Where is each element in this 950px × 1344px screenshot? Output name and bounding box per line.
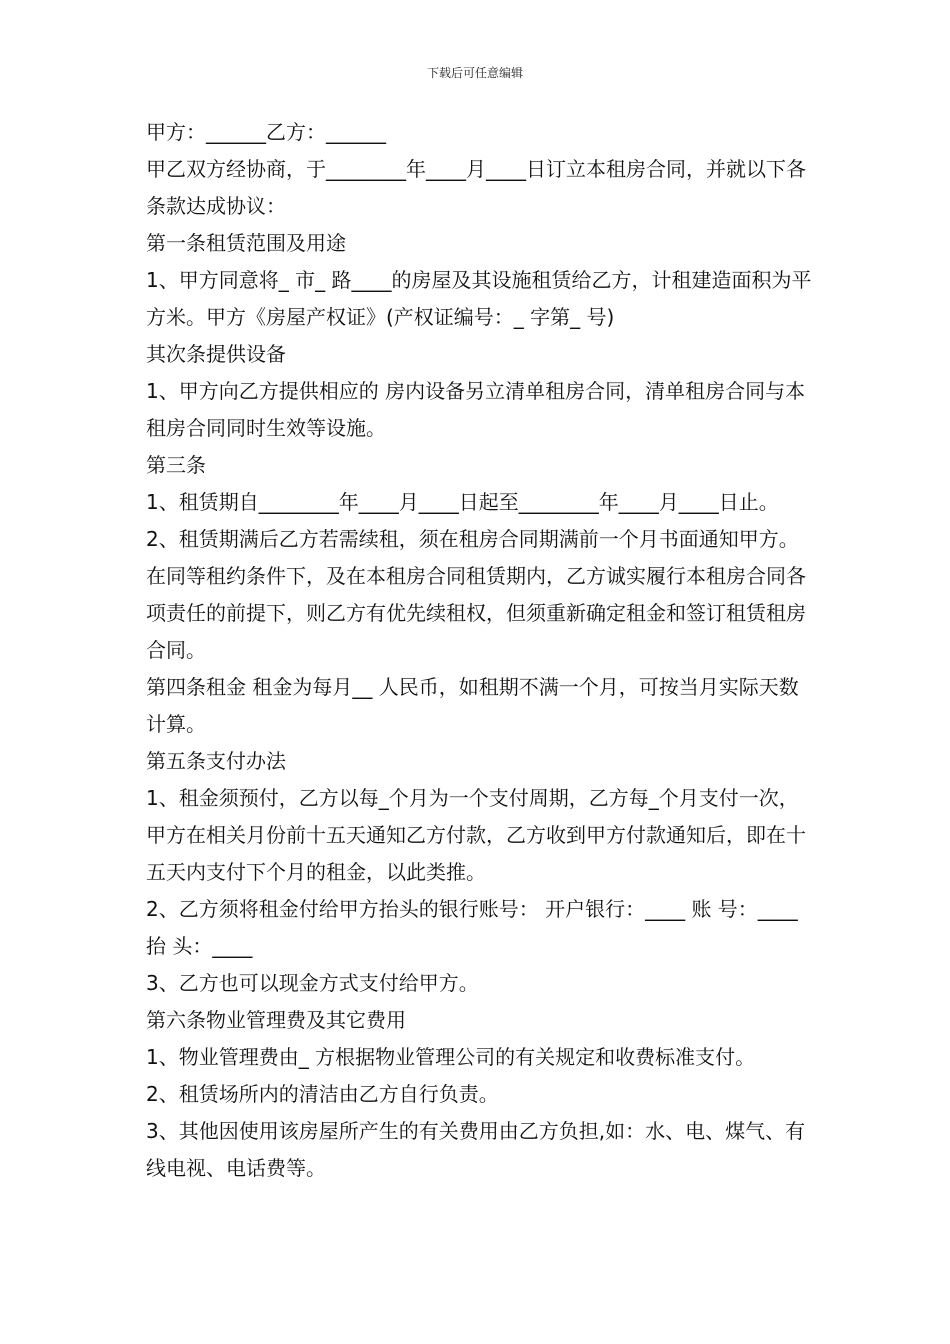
article-5-clause-2: 2、乙方须将租金付给甲方抬头的银行账号： 开户银行：____ 账 号：____ 抬 头：____ [146, 897, 798, 958]
article-2-clause-1: 1、甲方向乙方提供相应的 房内设备另立清单租房合同，清单租房合同与本租房合同同时生效等设施。 [146, 379, 806, 440]
article-5-heading: 第五条支付办法 [146, 749, 286, 773]
article-6-heading: 第六条物业管理费及其它费用 [146, 1008, 406, 1032]
article-6-clause-3: 3、其他因使用该房屋所产生的有关费用由乙方负担,如：水、电、煤气、有线电视、电话费等。 [146, 1119, 806, 1180]
article-5-clause-1: 1、租金须预付，乙方以每_个月为一个支付周期，乙方每_个月支付一次，甲方在相关月份前十五天通知乙方付款，乙方收到甲方付款通知后，即在十五天内支付下个月的租金，以此类推。 [146, 786, 806, 884]
article-5-clause-3: 3、乙方也可以现金方式支付给甲方。 [146, 971, 479, 995]
article-3-clause-1: 1、租赁期自________年____月____日起至________年____月____日止。 [146, 490, 779, 514]
agreement-intro: 甲乙双方经协商，于________年____月____日订立本租房合同，并就以下各条款达成协议： [146, 157, 806, 218]
article-3-clause-2: 2、租赁期满后乙方若需续租，须在租房合同期满前一个月书面通知甲方。在同等租约条件下，及在本租房合同租赁期内，乙方诚实履行本租房合同各项责任的前提下，则乙方有优先续租权，但须重新确定租金和签订租赁租房合同。 [146, 527, 806, 662]
article-2-heading: 其次条提供设备 [146, 342, 286, 366]
parties-line: 甲方：______乙方：______ [146, 120, 386, 144]
article-6-clause-1: 1、物业管理费由_ 方根据物业管理公司的有关规定和收费标准支付。 [146, 1045, 756, 1069]
article-6-clause-2: 2、租赁场所内的清洁由乙方自行负责。 [146, 1082, 499, 1106]
page-header: 下载后可任意编辑 [426, 66, 523, 80]
document-body [146, 114, 818, 1187]
article-4-rent: 第四条租金 租金为每月__ 人民币，如租期不满一个月，可按当月实际天数计算。 [146, 675, 799, 736]
article-3-heading: 第三条 [146, 453, 206, 477]
article-1-clause-1: 1、甲方同意将_ 市_ 路____的房屋及其设施租赁给乙方，计租建造面积为平方米。甲方《房屋产权证》(产权证编号：_ 字第_ 号) [146, 268, 812, 329]
article-1-heading: 第一条租赁范围及用途 [146, 231, 346, 255]
